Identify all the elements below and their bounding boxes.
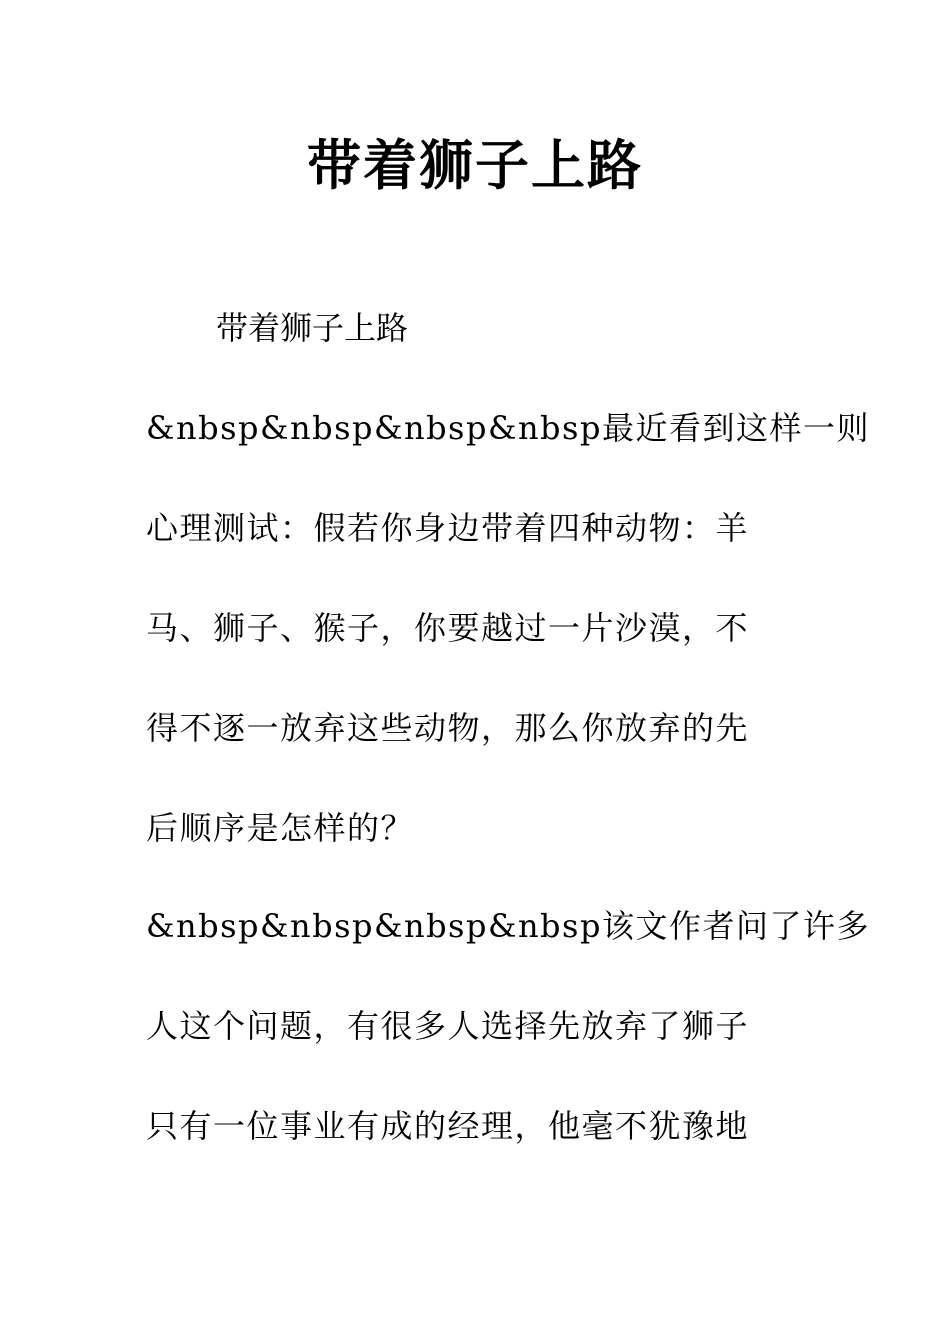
document-title: 带着狮子上路 (307, 134, 643, 197)
paragraph-line-6: &nbsp&nbsp&nbsp&nbsp该文作者问了许多 (146, 907, 870, 945)
article-subtitle: 带着狮子上路 (216, 309, 409, 347)
paragraph-line-1: &nbsp&nbsp&nbsp&nbsp最近看到这样一则 (146, 409, 870, 447)
paragraph-line-5: 后顺序是怎样的？ (146, 809, 415, 847)
paragraph-line-3: 马、狮子、猴子，你要越过一片沙漠，不 (146, 609, 750, 647)
paragraph-line-7: 人这个问题，有很多人选择先放弃了狮子 (146, 1007, 750, 1045)
paragraph-line-2: 心理测试：假若你身边带着四种动物：羊 (146, 509, 750, 547)
paragraph-line-4: 得不逐一放弃这些动物，那么你放弃的先 (146, 709, 750, 747)
paragraph-line-8: 只有一位事业有成的经理，他毫不犹豫地 (146, 1107, 750, 1145)
